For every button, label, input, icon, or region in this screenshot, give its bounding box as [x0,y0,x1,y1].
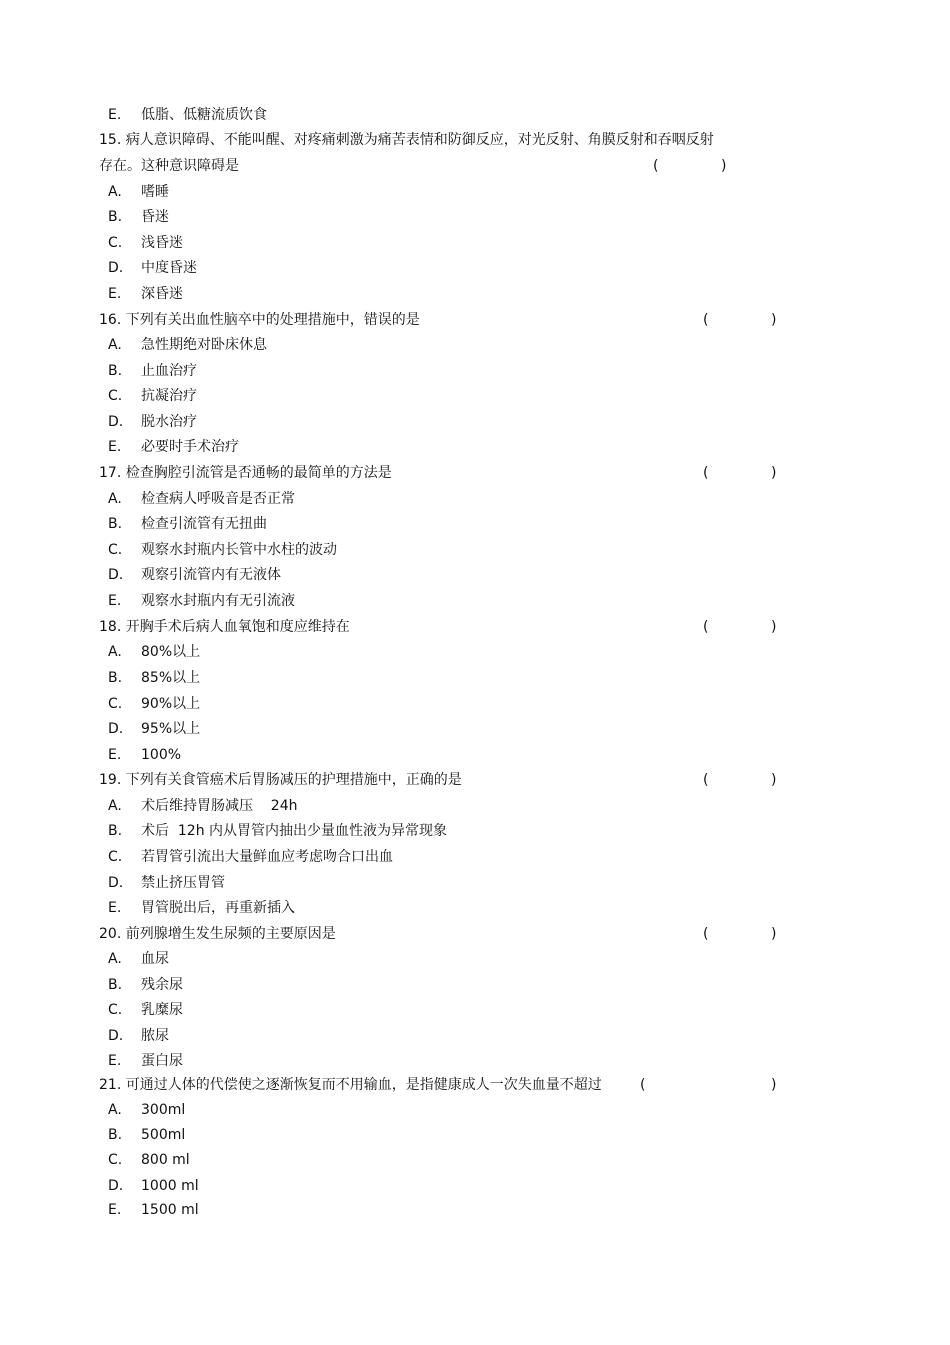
question-text: 20. 前列腺增生发生尿频的主要原因是 [99,926,336,942]
question-text: 19. 下列有关食管癌术后胃肠减压的护理措施中，正确的是 [99,772,462,788]
option-text: 急性期绝对卧床休息 [141,337,267,353]
option-row [0,332,950,358]
option-text: 90%以上 [141,696,201,712]
option-letter: C. [108,1152,123,1168]
question-text: 15. 病人意识障碍、不能叫醒、对疼痛刺激为痛苦表情和防御反应，对光反射、角膜反射和吞咽反射 [99,132,714,148]
option-text: 深昏迷 [141,286,183,302]
option-row [0,358,950,384]
option-row [0,434,950,460]
option-text: 观察水封瓶内有无引流液 [141,593,295,609]
option-letter: E. [108,286,122,302]
option-row [0,691,950,717]
option-letter: E. [108,900,122,916]
option-text: 1000 ml [141,1178,199,1194]
option-letter: D. [108,721,124,737]
question-19-stem: 19. 下列有关食管癌术后胃肠减压的护理措施中，正确的是 ( ) [0,767,950,793]
option-row [0,1173,950,1199]
option-text: 止血治疗 [141,363,197,379]
option-row [0,1197,950,1223]
option-letter: C. [108,235,123,251]
option-letter: E. [108,107,122,123]
option-letter: A. [108,337,122,353]
option-letter: C. [108,542,123,558]
option-letter: E. [108,747,122,763]
option-letter: C. [108,1002,123,1018]
option-text: 低脂、低糖流质饮食 [141,107,267,123]
option-text: 浅昏迷 [141,235,183,251]
option-letter: D. [108,1178,124,1194]
option-text: 85%以上 [141,670,201,686]
option-text: 脱水治疗 [141,414,197,430]
option-text: 300ml [141,1102,186,1118]
option-text: 观察引流管内有无液体 [141,567,281,583]
option-text: 术后 12h 内从胃管内抽出少量血性液为异常现象 [141,823,448,839]
option-row [0,1023,950,1049]
option-text: 血尿 [141,951,169,967]
option-row [0,639,950,665]
option-letter: B. [108,363,123,379]
option-row [0,1147,950,1173]
option-text: 观察水封瓶内长管中水柱的波动 [141,542,337,558]
option-letter: E. [108,439,122,455]
option-row [0,665,950,691]
option-row [0,793,950,819]
question-text: 18. 开胸手术后病人血氧饱和度应维持在 [99,619,350,635]
option-row [0,562,950,588]
option-row [0,281,950,307]
option-text: 100% [141,747,182,763]
option-text: 残余尿 [141,977,183,993]
option-letter: D. [108,1028,124,1044]
question-17-stem: 17. 检查胸腔引流管是否通畅的最简单的方法是 ( ) [0,460,950,486]
option-text: 必要时手术治疗 [141,439,239,455]
option-row [0,742,950,768]
option-text: 禁止挤压胃管 [141,875,225,891]
option-row [0,204,950,230]
option-text: 800 ml [141,1152,190,1168]
option-text: 检查病人呼吸音是否正常 [141,491,295,507]
question-15-stem [0,127,950,153]
question-text: 17. 检查胸腔引流管是否通畅的最简单的方法是 [99,465,392,481]
option-row [0,409,950,435]
option-letter: D. [108,875,124,891]
question-20-stem: 20. 前列腺增生发生尿频的主要原因是 ( ) [0,921,950,947]
option-row [0,844,950,870]
option-row [0,1122,950,1148]
question-text: 16. 下列有关出血性脑卒中的处理措施中，错误的是 [99,312,420,328]
option-row [0,537,950,563]
option-letter: C. [108,849,123,865]
option-text: 胃管脱出后，再重新插入 [141,900,295,916]
option-text: 抗凝治疗 [141,388,197,404]
option-letter: A. [108,798,122,814]
option-letter: B. [108,516,123,532]
option-letter: C. [108,388,123,404]
option-text: 蛋白尿 [141,1053,183,1069]
option-letter: D. [108,260,124,276]
option-text: 95%以上 [141,721,201,737]
option-row [0,255,950,281]
option-row [0,179,950,205]
option-text: 嗜睡 [141,184,169,200]
option-row [0,946,950,972]
option-letter: E. [108,1053,122,1069]
option-letter: A. [108,491,122,507]
option-row [0,1048,950,1074]
option-letter: A. [108,184,122,200]
option-letter: E. [108,1202,122,1218]
option-letter: A. [108,644,122,660]
option-row [0,102,950,128]
option-letter: D. [108,414,124,430]
option-row [0,818,950,844]
option-letter: A. [108,1102,122,1118]
option-row [0,230,950,256]
option-letter: A. [108,951,122,967]
option-text: 80%以上 [141,644,201,660]
option-letter: B. [108,670,123,686]
option-text: 术后维持胃肠减压 24h [141,798,298,814]
option-text: 乳糜尿 [141,1002,183,1018]
option-letter: E. [108,593,122,609]
option-text: 检查引流管有无扭曲 [141,516,267,532]
option-letter: B. [108,977,123,993]
option-letter: B. [108,1127,123,1143]
option-row [0,588,950,614]
option-letter: D. [108,567,124,583]
option-text: 1500 ml [141,1202,199,1218]
question-15-stem-cont: 存在。这种意识障碍是 ( ) [0,153,950,179]
option-row [0,716,950,742]
question-text: 21. 可通过人体的代偿使之逐渐恢复而不用输血，是指健康成人一次失血量不超过 [99,1077,602,1093]
option-row [0,870,950,896]
question-16-stem: 16. 下列有关出血性脑卒中的处理措施中，错误的是 ( ) [0,307,950,333]
option-text: 中度昏迷 [141,260,197,276]
option-letter: B. [108,209,123,225]
option-text: 昏迷 [141,209,169,225]
option-text: 500ml [141,1127,186,1143]
question-21-stem: 21. 可通过人体的代偿使之逐渐恢复而不用输血，是指健康成人一次失血量不超过 ( ) [0,1072,950,1098]
option-letter: B. [108,823,123,839]
option-row [0,895,950,921]
option-row [0,1097,950,1123]
question-18-stem: 18. 开胸手术后病人血氧饱和度应维持在 ( ) [0,614,950,640]
option-text: 脓尿 [141,1028,169,1044]
option-row [0,486,950,512]
option-text: 若胃管引流出大量鲜血应考虑吻合口出血 [141,849,393,865]
option-row [0,972,950,998]
option-row [0,511,950,537]
option-row [0,383,950,409]
option-letter: C. [108,696,123,712]
question-text-continued: 存在。这种意识障碍是 [99,158,239,174]
option-row [0,997,950,1023]
